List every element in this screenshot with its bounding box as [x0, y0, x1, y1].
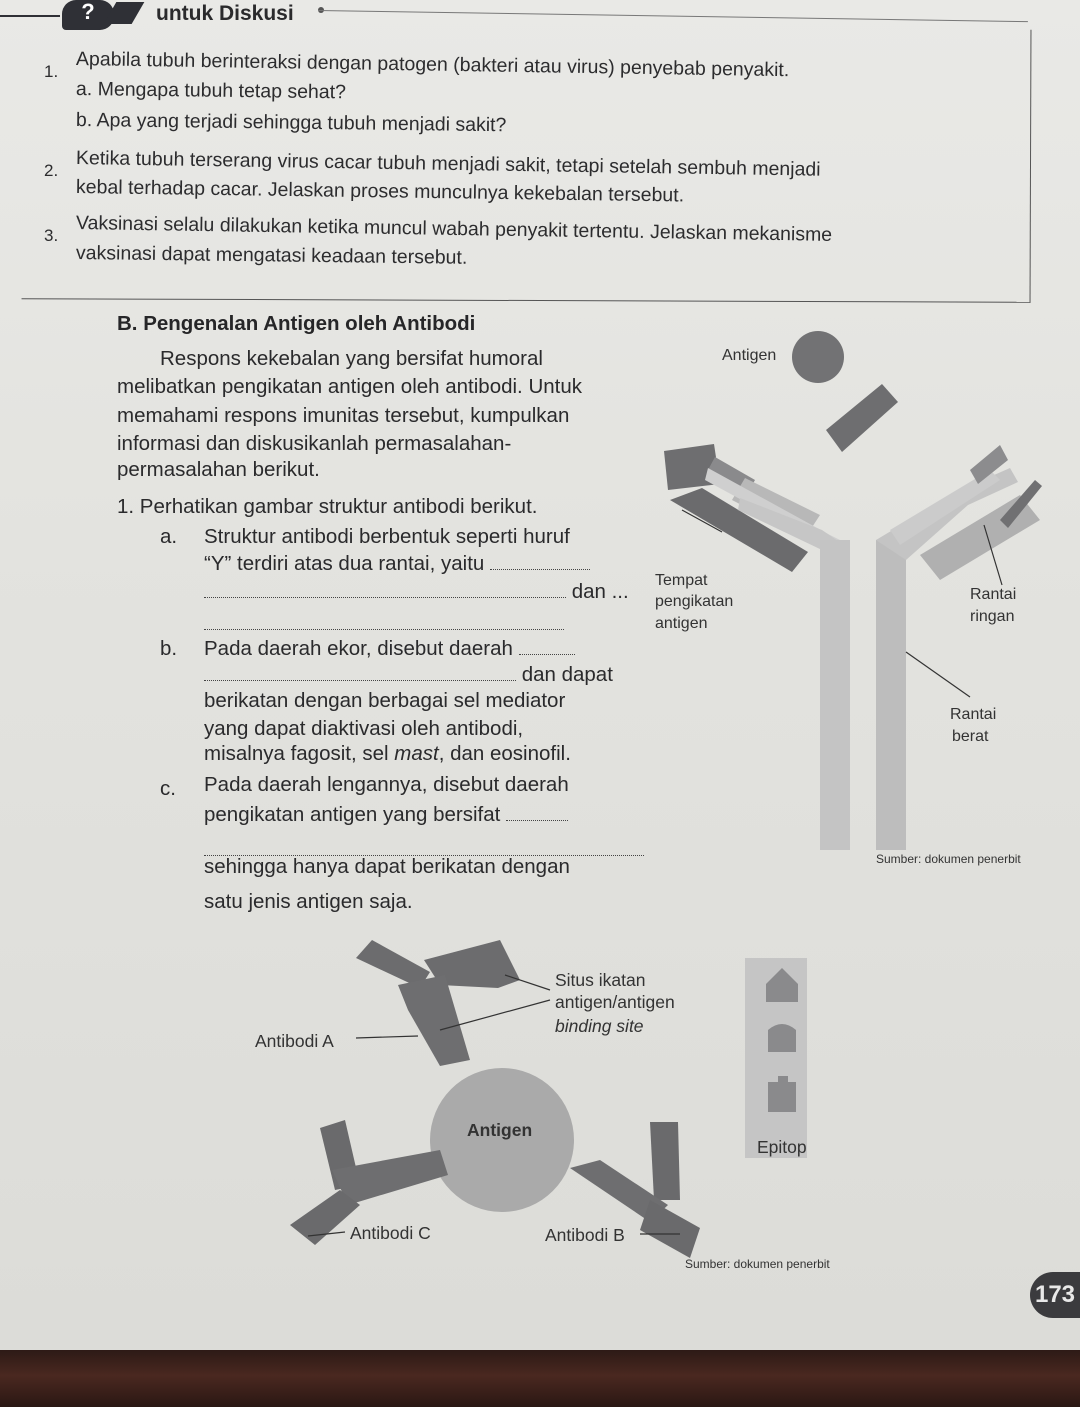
section-b-title: B. Pengenalan Antigen oleh Antibodi	[117, 312, 476, 335]
item-a-line3: dan ...	[204, 580, 629, 604]
header-title: untuk Diskusi	[156, 2, 294, 25]
q3-line1: Vaksinasi selalu dilakukan ketika muncul wabah penyakit tertentu. Jelaskan mekanisme	[75, 212, 833, 246]
item-c-line2: pengikatan antigen yang bersifat	[204, 803, 568, 827]
heavy-chain-label-1: Rantai	[950, 706, 997, 723]
item-b-line3: berikatan dengan berbagai sel mediator	[204, 689, 566, 712]
q1-text: Apabila tubuh berinteraksi dengan patogen (bakteri atau virus) penyebab penyakit.	[75, 48, 790, 82]
intro-line-4: informasi dan diskusikanlah permasalahan-	[117, 432, 512, 455]
antibody-b-arm-upper	[650, 1122, 680, 1200]
light-chain-label-1: Rantai	[970, 586, 1017, 603]
q2-line1: Ketika tubuh terserang virus cacar tubuh menjadi sakit, tetapi setelah sembuh menjadi	[75, 147, 821, 181]
antigen-label: Antigen	[722, 347, 777, 364]
epitope-shape-2-icon	[768, 1024, 796, 1052]
intro-line-5: permasalahan berikut.	[117, 458, 320, 481]
heavy-chain-label-2: berat	[952, 728, 989, 745]
q1a-text: a. Mengapa tubuh tetap sehat?	[75, 78, 347, 104]
item-a-label: a.	[160, 525, 178, 548]
page-number: 173	[1030, 1272, 1080, 1318]
binding-site2-label-3: binding site	[555, 1016, 644, 1036]
q1b-text: b. Apa yang terjadi sehingga tubuh menjadi sakit?	[75, 109, 507, 137]
item-c-line5: satu jenis antigen saja.	[204, 890, 413, 913]
item-b-label: b.	[160, 637, 178, 660]
item-c-line4: sehingga hanya dapat berikatan dengan	[204, 855, 570, 878]
antibody-c-label: Antibodi C	[350, 1223, 431, 1243]
intro-line-3: memahami respons imunitas tersebut, kumpulkan	[117, 404, 570, 427]
binding-site-label-3: antigen	[655, 615, 708, 632]
diagram2-source: Sumber: dokumen penerbit	[685, 1257, 830, 1271]
background-surface	[0, 1350, 1080, 1407]
binding-site-label-2: pengikatan	[655, 593, 734, 610]
antibody-a-label: Antibodi A	[255, 1031, 334, 1051]
q2-line2: kebal terhadap cacar. Jelaskan proses munculnya kekebalan tersebut.	[75, 176, 685, 207]
binding-site2-label-2: antigen/antigen	[555, 992, 675, 1012]
item-a-line1: Struktur antibodi berbentuk seperti huruf	[204, 525, 570, 548]
item-b-line1: Pada daerah ekor, disebut daerah	[204, 637, 575, 661]
item-a-line2: “Y” terdiri atas dua rantai, yaitu	[204, 552, 590, 576]
item1-text: 1. Perhatikan gambar struktur antibodi berikut.	[117, 495, 538, 518]
item-c-label: c.	[160, 777, 176, 800]
item-c-line1: Pada daerah lengannya, disebut daerah	[204, 773, 569, 796]
q3-line2: vaksinasi dapat mengatasi keadaan tersebut.	[75, 242, 468, 269]
q2-number: 2.	[44, 161, 59, 180]
antibody-a-stem	[398, 975, 470, 1066]
light-chain-label-2: ringan	[970, 608, 1015, 625]
binding-site-label-1: Tempat	[655, 572, 708, 589]
intro-line-2: melibatkan pengikatan antigen oleh antibodi. Untuk	[117, 375, 582, 398]
diagram1-source: Sumber: dokumen penerbit	[876, 852, 1021, 866]
antibody-b-label: Antibodi B	[545, 1225, 625, 1245]
antibody-b-stem	[640, 1200, 700, 1258]
epitope-label: Epitop	[757, 1137, 807, 1157]
pointer-antibody-a	[356, 1036, 418, 1038]
binding-site2-label-1: Situs ikatan	[555, 970, 646, 990]
item-b-line2: dan dapat	[204, 663, 613, 687]
antigen2-label: Antigen	[467, 1120, 533, 1140]
intro-line-1: Respons kekebalan yang bersifat humoral	[160, 347, 543, 370]
item-b-line4: yang dapat diaktivasi oleh antibodi,	[204, 717, 524, 740]
q1-number: 1.	[44, 62, 59, 81]
question-badge-icon: ?	[62, 0, 114, 30]
item-b-line5: misalnya fagosit, sel mast, dan eosinofil.	[204, 742, 571, 765]
q3-number: 3.	[44, 226, 59, 245]
